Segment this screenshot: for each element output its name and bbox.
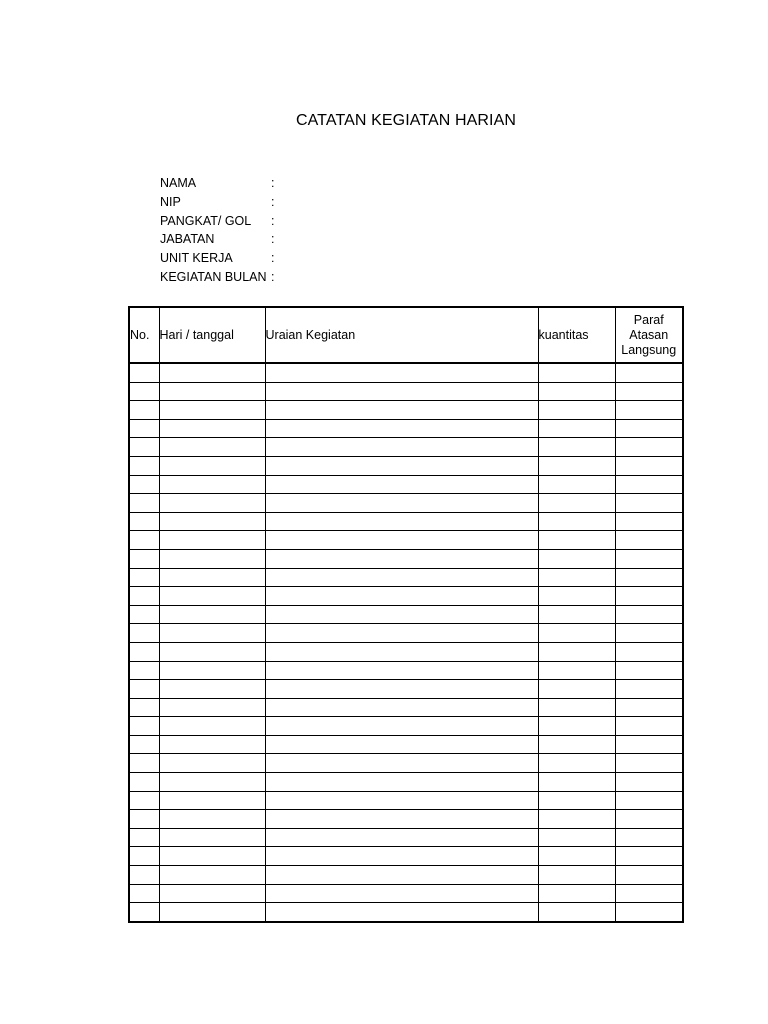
cell-hari-tanggal <box>159 494 265 513</box>
cell-hari-tanggal <box>159 810 265 829</box>
cell-kuantitas <box>538 549 615 568</box>
field-kegiatan-bulan <box>160 268 283 287</box>
cell-hari-tanggal <box>159 642 265 661</box>
cell-paraf <box>615 419 683 438</box>
field-label: NIP <box>160 194 181 209</box>
cell-uraian-kegiatan <box>265 363 538 382</box>
cell-kuantitas <box>538 698 615 717</box>
cell-no <box>129 605 159 624</box>
cell-hari-tanggal <box>159 735 265 754</box>
cell-kuantitas <box>538 382 615 401</box>
cell-uraian-kegiatan <box>265 773 538 792</box>
cell-paraf <box>615 475 683 494</box>
cell-kuantitas <box>538 773 615 792</box>
cell-paraf <box>615 642 683 661</box>
page-title: CATATAN KEGIATAN HARIAN <box>295 112 517 129</box>
cell-uraian-kegiatan <box>265 568 538 587</box>
cell-no <box>129 363 159 382</box>
cell-paraf <box>615 828 683 847</box>
cell-hari-tanggal <box>159 661 265 680</box>
cell-paraf <box>615 847 683 866</box>
cell-no <box>129 717 159 736</box>
cell-kuantitas <box>538 717 615 736</box>
activity-log-table <box>128 306 684 923</box>
cell-paraf <box>615 512 683 531</box>
table-row <box>129 587 683 606</box>
table-row <box>129 382 683 401</box>
cell-no <box>129 754 159 773</box>
cell-uraian-kegiatan <box>265 512 538 531</box>
cell-no <box>129 828 159 847</box>
cell-kuantitas <box>538 419 615 438</box>
cell-hari-tanggal <box>159 363 265 382</box>
cell-paraf <box>615 531 683 550</box>
cell-kuantitas <box>538 624 615 643</box>
cell-paraf <box>615 773 683 792</box>
cell-paraf <box>615 903 683 922</box>
cell-uraian-kegiatan <box>265 735 538 754</box>
cell-no <box>129 810 159 829</box>
cell-no <box>129 456 159 475</box>
table-row <box>129 828 683 847</box>
cell-no <box>129 680 159 699</box>
header-paraf-atasan-langsung <box>615 307 683 363</box>
cell-hari-tanggal <box>159 903 265 922</box>
cell-paraf <box>615 494 683 513</box>
cell-no <box>129 866 159 885</box>
cell-uraian-kegiatan <box>265 717 538 736</box>
cell-hari-tanggal <box>159 438 265 457</box>
cell-no <box>129 847 159 866</box>
cell-paraf <box>615 605 683 624</box>
cell-no <box>129 494 159 513</box>
cell-hari-tanggal <box>159 512 265 531</box>
header-hari-tanggal: Hari / tanggal <box>159 307 265 363</box>
cell-uraian-kegiatan <box>265 401 538 420</box>
field-colon: : <box>271 232 275 247</box>
table-row <box>129 456 683 475</box>
cell-hari-tanggal <box>159 568 265 587</box>
cell-kuantitas <box>538 642 615 661</box>
cell-no <box>129 512 159 531</box>
cell-kuantitas <box>538 828 615 847</box>
field-jabatan <box>160 230 283 249</box>
cell-paraf <box>615 884 683 903</box>
cell-kuantitas <box>538 456 615 475</box>
cell-no <box>129 773 159 792</box>
table-row <box>129 475 683 494</box>
cell-uraian-kegiatan <box>265 587 538 606</box>
cell-hari-tanggal <box>159 773 265 792</box>
cell-hari-tanggal <box>159 847 265 866</box>
cell-uraian-kegiatan <box>265 549 538 568</box>
field-pangkat-gol <box>160 212 283 231</box>
cell-no <box>129 642 159 661</box>
table-row <box>129 773 683 792</box>
table-row <box>129 717 683 736</box>
table-row <box>129 363 683 382</box>
cell-paraf <box>615 661 683 680</box>
table-row <box>129 698 683 717</box>
cell-kuantitas <box>538 754 615 773</box>
cell-paraf <box>615 363 683 382</box>
cell-hari-tanggal <box>159 680 265 699</box>
cell-uraian-kegiatan <box>265 847 538 866</box>
field-label: UNIT KERJA <box>160 251 233 266</box>
table-row <box>129 847 683 866</box>
cell-uraian-kegiatan <box>265 605 538 624</box>
field-colon: : <box>271 269 275 284</box>
cell-paraf <box>615 717 683 736</box>
cell-paraf <box>615 698 683 717</box>
header-no: No. <box>129 307 159 363</box>
cell-paraf <box>615 791 683 810</box>
table-row <box>129 810 683 829</box>
cell-hari-tanggal <box>159 605 265 624</box>
cell-no <box>129 698 159 717</box>
cell-no <box>129 587 159 606</box>
cell-hari-tanggal <box>159 884 265 903</box>
cell-paraf <box>615 624 683 643</box>
cell-uraian-kegiatan <box>265 698 538 717</box>
header-paraf-line: Langsung <box>621 342 677 357</box>
table-row <box>129 680 683 699</box>
cell-paraf <box>615 438 683 457</box>
header-uraian-kegiatan: Uraian Kegiatan <box>265 307 538 363</box>
cell-no <box>129 419 159 438</box>
cell-hari-tanggal <box>159 754 265 773</box>
cell-paraf <box>615 680 683 699</box>
field-unit-kerja <box>160 249 283 268</box>
field-label: NAMA <box>160 176 197 190</box>
cell-uraian-kegiatan <box>265 884 538 903</box>
cell-hari-tanggal <box>159 419 265 438</box>
table-row <box>129 661 683 680</box>
table-row <box>129 531 683 550</box>
cell-uraian-kegiatan <box>265 754 538 773</box>
table-row <box>129 866 683 885</box>
cell-kuantitas <box>538 903 615 922</box>
cell-no <box>129 475 159 494</box>
cell-uraian-kegiatan <box>265 866 538 885</box>
cell-hari-tanggal <box>159 624 265 643</box>
cell-kuantitas <box>538 512 615 531</box>
table-row <box>129 791 683 810</box>
cell-kuantitas <box>538 866 615 885</box>
cell-kuantitas <box>538 884 615 903</box>
cell-uraian-kegiatan <box>265 624 538 643</box>
cell-uraian-kegiatan <box>265 438 538 457</box>
cell-uraian-kegiatan <box>265 791 538 810</box>
cell-no <box>129 568 159 587</box>
table-row <box>129 754 683 773</box>
table-row <box>129 549 683 568</box>
cell-hari-tanggal <box>159 791 265 810</box>
table-row <box>129 735 683 754</box>
cell-hari-tanggal <box>159 531 265 550</box>
cell-paraf <box>615 568 683 587</box>
table-row <box>129 512 683 531</box>
field-label: KEGIATAN BULAN <box>160 269 267 284</box>
cell-kuantitas <box>538 791 615 810</box>
cell-no <box>129 884 159 903</box>
cell-kuantitas <box>538 680 615 699</box>
cell-kuantitas <box>538 661 615 680</box>
field-label: PANGKAT/ GOL <box>160 213 252 228</box>
table-row <box>129 884 683 903</box>
cell-uraian-kegiatan <box>265 828 538 847</box>
field-colon: : <box>271 194 275 209</box>
cell-hari-tanggal <box>159 401 265 420</box>
cell-uraian-kegiatan <box>265 456 538 475</box>
field-colon: : <box>271 176 275 190</box>
cell-hari-tanggal <box>159 828 265 847</box>
cell-paraf <box>615 810 683 829</box>
cell-hari-tanggal <box>159 549 265 568</box>
table-row <box>129 494 683 513</box>
cell-hari-tanggal <box>159 866 265 885</box>
cell-kuantitas <box>538 568 615 587</box>
cell-paraf <box>615 587 683 606</box>
cell-paraf <box>615 382 683 401</box>
identity-fields <box>160 174 283 287</box>
cell-no <box>129 531 159 550</box>
field-nama <box>160 174 283 193</box>
cell-no <box>129 791 159 810</box>
cell-kuantitas <box>538 401 615 420</box>
cell-uraian-kegiatan <box>265 642 538 661</box>
table-row <box>129 624 683 643</box>
cell-paraf <box>615 401 683 420</box>
cell-kuantitas <box>538 605 615 624</box>
table-row <box>129 438 683 457</box>
cell-hari-tanggal <box>159 382 265 401</box>
cell-kuantitas <box>538 735 615 754</box>
cell-hari-tanggal <box>159 698 265 717</box>
table-row <box>129 642 683 661</box>
cell-kuantitas <box>538 847 615 866</box>
cell-hari-tanggal <box>159 587 265 606</box>
field-label: JABATAN <box>160 232 215 247</box>
cell-uraian-kegiatan <box>265 494 538 513</box>
cell-uraian-kegiatan <box>265 419 538 438</box>
header-paraf-line: Paraf <box>633 312 664 327</box>
cell-kuantitas <box>538 810 615 829</box>
cell-no <box>129 903 159 922</box>
cell-paraf <box>615 456 683 475</box>
cell-paraf <box>615 549 683 568</box>
cell-kuantitas <box>538 494 615 513</box>
header-kuantitas: kuantitas <box>538 307 615 363</box>
field-nip <box>160 193 283 212</box>
cell-kuantitas <box>538 438 615 457</box>
cell-uraian-kegiatan <box>265 382 538 401</box>
cell-uraian-kegiatan <box>265 531 538 550</box>
cell-no <box>129 624 159 643</box>
cell-paraf <box>615 735 683 754</box>
cell-hari-tanggal <box>159 456 265 475</box>
cell-kuantitas <box>538 587 615 606</box>
cell-no <box>129 735 159 754</box>
cell-uraian-kegiatan <box>265 810 538 829</box>
cell-hari-tanggal <box>159 475 265 494</box>
table-header-row <box>129 307 683 363</box>
cell-uraian-kegiatan <box>265 680 538 699</box>
cell-paraf <box>615 866 683 885</box>
cell-no <box>129 549 159 568</box>
cell-no <box>129 382 159 401</box>
cell-kuantitas <box>538 363 615 382</box>
cell-uraian-kegiatan <box>265 903 538 922</box>
cell-uraian-kegiatan <box>265 475 538 494</box>
cell-hari-tanggal <box>159 717 265 736</box>
table-row <box>129 605 683 624</box>
cell-paraf <box>615 754 683 773</box>
cell-kuantitas <box>538 531 615 550</box>
table-row <box>129 568 683 587</box>
table-row <box>129 419 683 438</box>
cell-no <box>129 438 159 457</box>
field-colon: : <box>271 213 275 228</box>
cell-uraian-kegiatan <box>265 661 538 680</box>
table-row <box>129 903 683 922</box>
cell-no <box>129 661 159 680</box>
header-paraf-line: Atasan <box>629 327 669 342</box>
table-row <box>129 401 683 420</box>
cell-no <box>129 401 159 420</box>
table-body <box>129 363 683 922</box>
cell-kuantitas <box>538 475 615 494</box>
field-colon: : <box>271 251 275 266</box>
